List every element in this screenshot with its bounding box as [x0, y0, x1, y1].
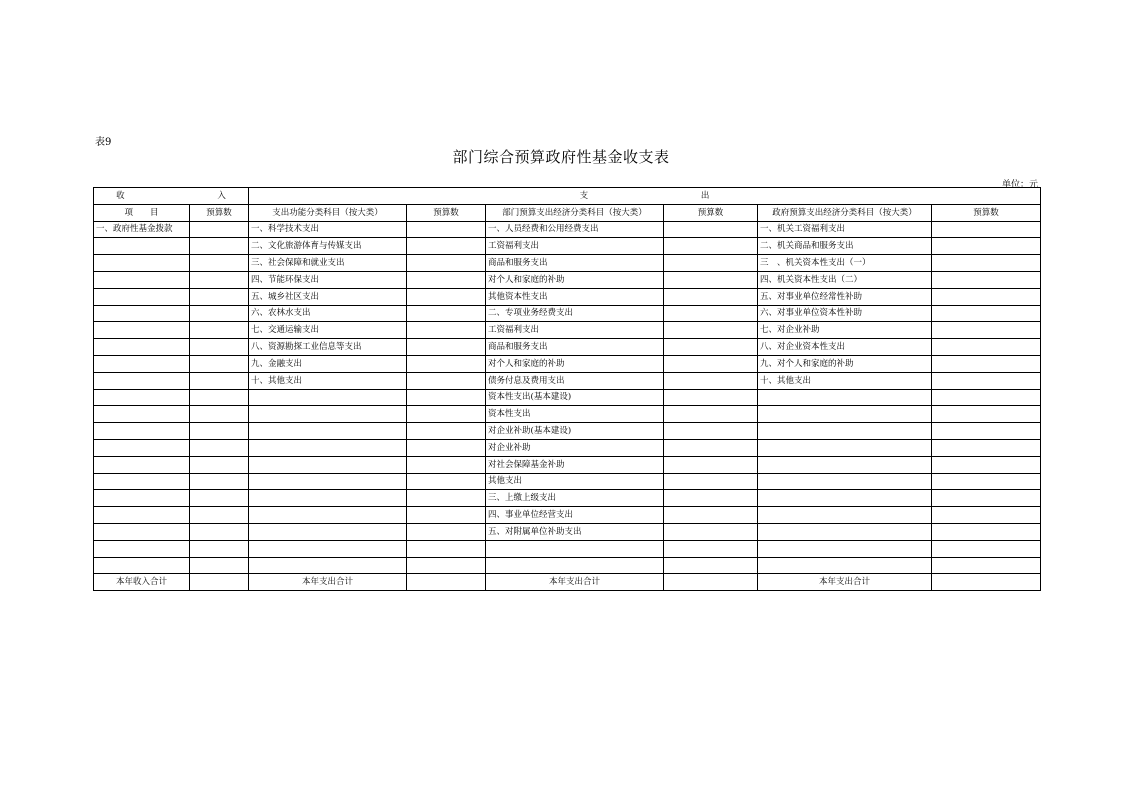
gov-econ-class-cell: 四、机关资本性支出（二） — [758, 271, 932, 288]
dept-budget-cell — [664, 473, 758, 490]
table-row — [94, 456, 1041, 473]
gov-econ-class-cell: 八、对企业资本性支出 — [758, 339, 932, 356]
income-budget-cell — [190, 389, 249, 406]
gov-econ-class-cell — [758, 473, 932, 490]
gov-budget-cell — [932, 305, 1041, 322]
func-class-cell — [249, 389, 407, 406]
table-row — [94, 473, 1041, 490]
dept-budget-cell — [664, 355, 758, 372]
income-item-cell — [94, 288, 190, 305]
func-class-cell — [249, 523, 407, 540]
func-budget-cell — [407, 406, 486, 423]
gov-budget-cell — [932, 339, 1041, 356]
income-item-cell — [94, 540, 190, 557]
table-row — [94, 490, 1041, 507]
gov-total-label: 本年支出合计 — [758, 574, 932, 591]
dept-budget-cell — [664, 271, 758, 288]
dept-econ-class-cell: 对社会保障基金补助 — [486, 456, 664, 473]
gov-econ-class-cell: 一、机关工资福利支出 — [758, 221, 932, 238]
dept-budget-cell — [664, 339, 758, 356]
dept-econ-class-cell: 商品和服务支出 — [486, 339, 664, 356]
func-class-cell: 五、城乡社区支出 — [249, 288, 407, 305]
income-item-cell — [94, 507, 190, 524]
income-budget-cell — [190, 473, 249, 490]
gov-econ-class-cell — [758, 439, 932, 456]
func-class-cell — [249, 406, 407, 423]
gov-budget-cell — [932, 523, 1041, 540]
func-budget-cell — [407, 221, 486, 238]
income-budget-cell — [190, 507, 249, 524]
table-row — [94, 423, 1041, 440]
func-budget-cell — [407, 288, 486, 305]
income-budget-cell — [190, 238, 249, 255]
dept-econ-class-cell: 工资福利支出 — [486, 238, 664, 255]
income-budget-cell — [190, 406, 249, 423]
dept-econ-class-cell: 对个人和家庭的补助 — [486, 271, 664, 288]
func-budget-cell — [407, 271, 486, 288]
dept-econ-class-cell: 对企业补助 — [486, 439, 664, 456]
table-row — [94, 221, 1041, 238]
dept-budget-cell — [664, 540, 758, 557]
budget-table — [93, 187, 1041, 591]
gov-budget-cell — [932, 322, 1041, 339]
gov-econ-class-cell — [758, 523, 932, 540]
col-header-item: 项 目 — [94, 204, 190, 221]
func-class-cell — [249, 439, 407, 456]
income-budget-cell — [190, 339, 249, 356]
income-budget-cell — [190, 322, 249, 339]
func-budget-cell — [407, 507, 486, 524]
dept-budget-cell — [664, 372, 758, 389]
table-row — [94, 288, 1041, 305]
income-budget-cell — [190, 372, 249, 389]
col-header-dept-econ-class: 部门预算支出经济分类科目（按大类） — [486, 204, 664, 221]
table-row — [94, 322, 1041, 339]
col-header-func-class: 支出功能分类科目（按大类） — [249, 204, 407, 221]
dept-budget-cell — [664, 439, 758, 456]
col-header-budget-gov: 预算数 — [932, 204, 1041, 221]
income-budget-cell — [190, 490, 249, 507]
func-budget-cell — [407, 557, 486, 574]
income-budget-cell — [190, 523, 249, 540]
dept-econ-class-cell: 二、专项业务经费支出 — [486, 305, 664, 322]
func-class-cell: 三、社会保障和就业支出 — [249, 255, 407, 272]
table-row — [94, 540, 1041, 557]
func-budget-cell — [407, 255, 486, 272]
income-item-cell — [94, 423, 190, 440]
dept-econ-class-cell: 工资福利支出 — [486, 322, 664, 339]
dept-budget-cell — [664, 255, 758, 272]
dept-budget-cell — [664, 523, 758, 540]
gov-econ-class-cell: 三 、机关资本性支出（一） — [758, 255, 932, 272]
dept-econ-class-cell — [486, 540, 664, 557]
gov-budget-cell — [932, 423, 1041, 440]
dept-budget-cell — [664, 557, 758, 574]
gov-econ-class-cell — [758, 389, 932, 406]
income-header-part1: 收 — [116, 190, 125, 201]
income-budget-cell — [190, 355, 249, 372]
func-budget-cell — [407, 305, 486, 322]
gov-econ-class-cell: 九、对个人和家庭的补助 — [758, 355, 932, 372]
dept-econ-class-cell: 商品和服务支出 — [486, 255, 664, 272]
income-item-cell — [94, 372, 190, 389]
dept-econ-class-cell: 对个人和家庭的补助 — [486, 355, 664, 372]
gov-econ-class-cell — [758, 490, 932, 507]
gov-budget-cell — [932, 507, 1041, 524]
gov-econ-class-cell — [758, 507, 932, 524]
col-header-gov-econ-class: 政府预算支出经济分类科目（按大类） — [758, 204, 932, 221]
func-class-cell: 六、农林水支出 — [249, 305, 407, 322]
dept-budget-cell — [664, 322, 758, 339]
gov-budget-cell — [932, 221, 1041, 238]
income-budget-cell — [190, 540, 249, 557]
table-number: 表9 — [95, 137, 112, 148]
gov-budget-cell — [932, 271, 1041, 288]
func-class-cell: 七、交通运输支出 — [249, 322, 407, 339]
gov-budget-cell — [932, 490, 1041, 507]
gov-econ-class-cell — [758, 423, 932, 440]
func-budget-cell — [407, 322, 486, 339]
unit-label: 单位：元 — [1001, 180, 1038, 190]
header-row-group — [94, 188, 1041, 205]
gov-budget-cell — [932, 473, 1041, 490]
income-budget-cell — [190, 271, 249, 288]
col-header-budget-func: 预算数 — [407, 204, 486, 221]
gov-econ-class-cell — [758, 557, 932, 574]
gov-econ-class-cell: 十、其他支出 — [758, 372, 932, 389]
income-item-cell — [94, 406, 190, 423]
func-budget-cell — [407, 355, 486, 372]
dept-budget-cell — [664, 456, 758, 473]
gov-econ-class-cell — [758, 540, 932, 557]
income-budget-cell — [190, 456, 249, 473]
table-row — [94, 355, 1041, 372]
header-row-columns — [94, 204, 1041, 221]
dept-budget-cell — [664, 423, 758, 440]
dept-budget-cell — [664, 406, 758, 423]
income-item-cell — [94, 456, 190, 473]
gov-budget-cell — [932, 456, 1041, 473]
income-item-cell — [94, 322, 190, 339]
gov-econ-class-cell: 二、机关商品和服务支出 — [758, 238, 932, 255]
income-budget-cell — [190, 305, 249, 322]
table-row — [94, 372, 1041, 389]
income-item-cell: 一、政府性基金拨款 — [94, 221, 190, 238]
income-item-cell — [94, 523, 190, 540]
income-item-cell — [94, 305, 190, 322]
func-budget-cell — [407, 473, 486, 490]
col-header-budget-dept: 预算数 — [664, 204, 758, 221]
func-class-cell — [249, 557, 407, 574]
gov-total-value — [932, 574, 1041, 591]
dept-total-label: 本年支出合计 — [486, 574, 664, 591]
gov-econ-class-cell: 七、对企业补助 — [758, 322, 932, 339]
income-item-cell — [94, 271, 190, 288]
income-group-header — [94, 188, 249, 205]
dept-econ-class-cell: 债务付息及费用支出 — [486, 372, 664, 389]
dept-econ-class-cell — [486, 557, 664, 574]
dept-budget-cell — [664, 490, 758, 507]
func-budget-cell — [407, 540, 486, 557]
income-item-cell — [94, 439, 190, 456]
income-header-part2: 入 — [217, 190, 226, 201]
table-row — [94, 439, 1041, 456]
dept-econ-class-cell: 五、对附属单位补助支出 — [486, 523, 664, 540]
income-item-cell — [94, 255, 190, 272]
gov-budget-cell — [932, 355, 1041, 372]
table-row — [94, 238, 1041, 255]
func-budget-cell — [407, 456, 486, 473]
table-row — [94, 255, 1041, 272]
func-class-cell: 一、科学技术支出 — [249, 221, 407, 238]
income-budget-cell — [190, 557, 249, 574]
dept-budget-cell — [664, 507, 758, 524]
func-class-cell — [249, 507, 407, 524]
expense-header-part1: 支 — [579, 190, 589, 201]
table-row — [94, 507, 1041, 524]
func-class-cell: 十、其他支出 — [249, 372, 407, 389]
dept-budget-cell — [664, 305, 758, 322]
dept-budget-cell — [664, 288, 758, 305]
table-row — [94, 271, 1041, 288]
gov-econ-class-cell — [758, 406, 932, 423]
func-class-cell — [249, 456, 407, 473]
income-budget-cell — [190, 439, 249, 456]
income-item-cell — [94, 355, 190, 372]
income-budget-cell — [190, 423, 249, 440]
dept-econ-class-cell: 对企业补助(基本建设) — [486, 423, 664, 440]
dept-econ-class-cell: 一、人员经费和公用经费支出 — [486, 221, 664, 238]
gov-econ-class-cell: 六、对事业单位资本性补助 — [758, 305, 932, 322]
func-budget-cell — [407, 372, 486, 389]
func-total-label: 本年支出合计 — [249, 574, 407, 591]
income-total-label: 本年收入合计 — [94, 574, 190, 591]
dept-econ-class-cell: 其他支出 — [486, 473, 664, 490]
dept-budget-cell — [664, 238, 758, 255]
gov-econ-class-cell: 五、对事业单位经常性补助 — [758, 288, 932, 305]
income-item-cell — [94, 238, 190, 255]
dept-budget-cell — [664, 389, 758, 406]
dept-econ-class-cell: 其他资本性支出 — [486, 288, 664, 305]
func-budget-cell — [407, 523, 486, 540]
table-row — [94, 305, 1041, 322]
gov-budget-cell — [932, 288, 1041, 305]
table-row — [94, 389, 1041, 406]
income-budget-cell — [190, 255, 249, 272]
func-class-cell: 二、文化旅游体育与传媒支出 — [249, 238, 407, 255]
gov-budget-cell — [932, 238, 1041, 255]
dept-total-value — [664, 574, 758, 591]
func-class-cell: 四、节能环保支出 — [249, 271, 407, 288]
income-item-cell — [94, 339, 190, 356]
dept-econ-class-cell: 资本性支出 — [486, 406, 664, 423]
func-class-cell — [249, 473, 407, 490]
func-class-cell — [249, 423, 407, 440]
gov-budget-cell — [932, 439, 1041, 456]
income-budget-cell — [190, 288, 249, 305]
table-row — [94, 339, 1041, 356]
gov-budget-cell — [932, 540, 1041, 557]
income-item-cell — [94, 490, 190, 507]
expense-group-header — [249, 188, 1041, 205]
func-class-cell: 八、资源勘探工业信息等支出 — [249, 339, 407, 356]
table-row — [94, 557, 1041, 574]
table-row — [94, 523, 1041, 540]
func-class-cell — [249, 490, 407, 507]
income-total-value — [190, 574, 249, 591]
func-budget-cell — [407, 423, 486, 440]
gov-budget-cell — [932, 557, 1041, 574]
func-budget-cell — [407, 490, 486, 507]
gov-budget-cell — [932, 406, 1041, 423]
table-row — [94, 406, 1041, 423]
dept-budget-cell — [664, 221, 758, 238]
gov-econ-class-cell — [758, 456, 932, 473]
col-header-budget-income: 预算数 — [190, 204, 249, 221]
income-budget-cell — [190, 221, 249, 238]
func-budget-cell — [407, 439, 486, 456]
dept-econ-class-cell: 四、事业单位经营支出 — [486, 507, 664, 524]
gov-budget-cell — [932, 389, 1041, 406]
income-item-cell — [94, 473, 190, 490]
func-budget-cell — [407, 339, 486, 356]
dept-econ-class-cell: 三、上缴上级支出 — [486, 490, 664, 507]
func-total-value — [407, 574, 486, 591]
func-budget-cell — [407, 238, 486, 255]
func-class-cell: 九、金融支出 — [249, 355, 407, 372]
income-item-cell — [94, 557, 190, 574]
income-item-cell — [94, 389, 190, 406]
gov-budget-cell — [932, 372, 1041, 389]
func-budget-cell — [407, 389, 486, 406]
gov-budget-cell — [932, 255, 1041, 272]
expense-header-part2: 出 — [700, 190, 710, 201]
func-class-cell — [249, 540, 407, 557]
totals-row — [94, 574, 1041, 591]
dept-econ-class-cell: 资本性支出(基本建设) — [486, 389, 664, 406]
page-title: 部门综合预算政府性基金收支表 — [452, 148, 670, 166]
